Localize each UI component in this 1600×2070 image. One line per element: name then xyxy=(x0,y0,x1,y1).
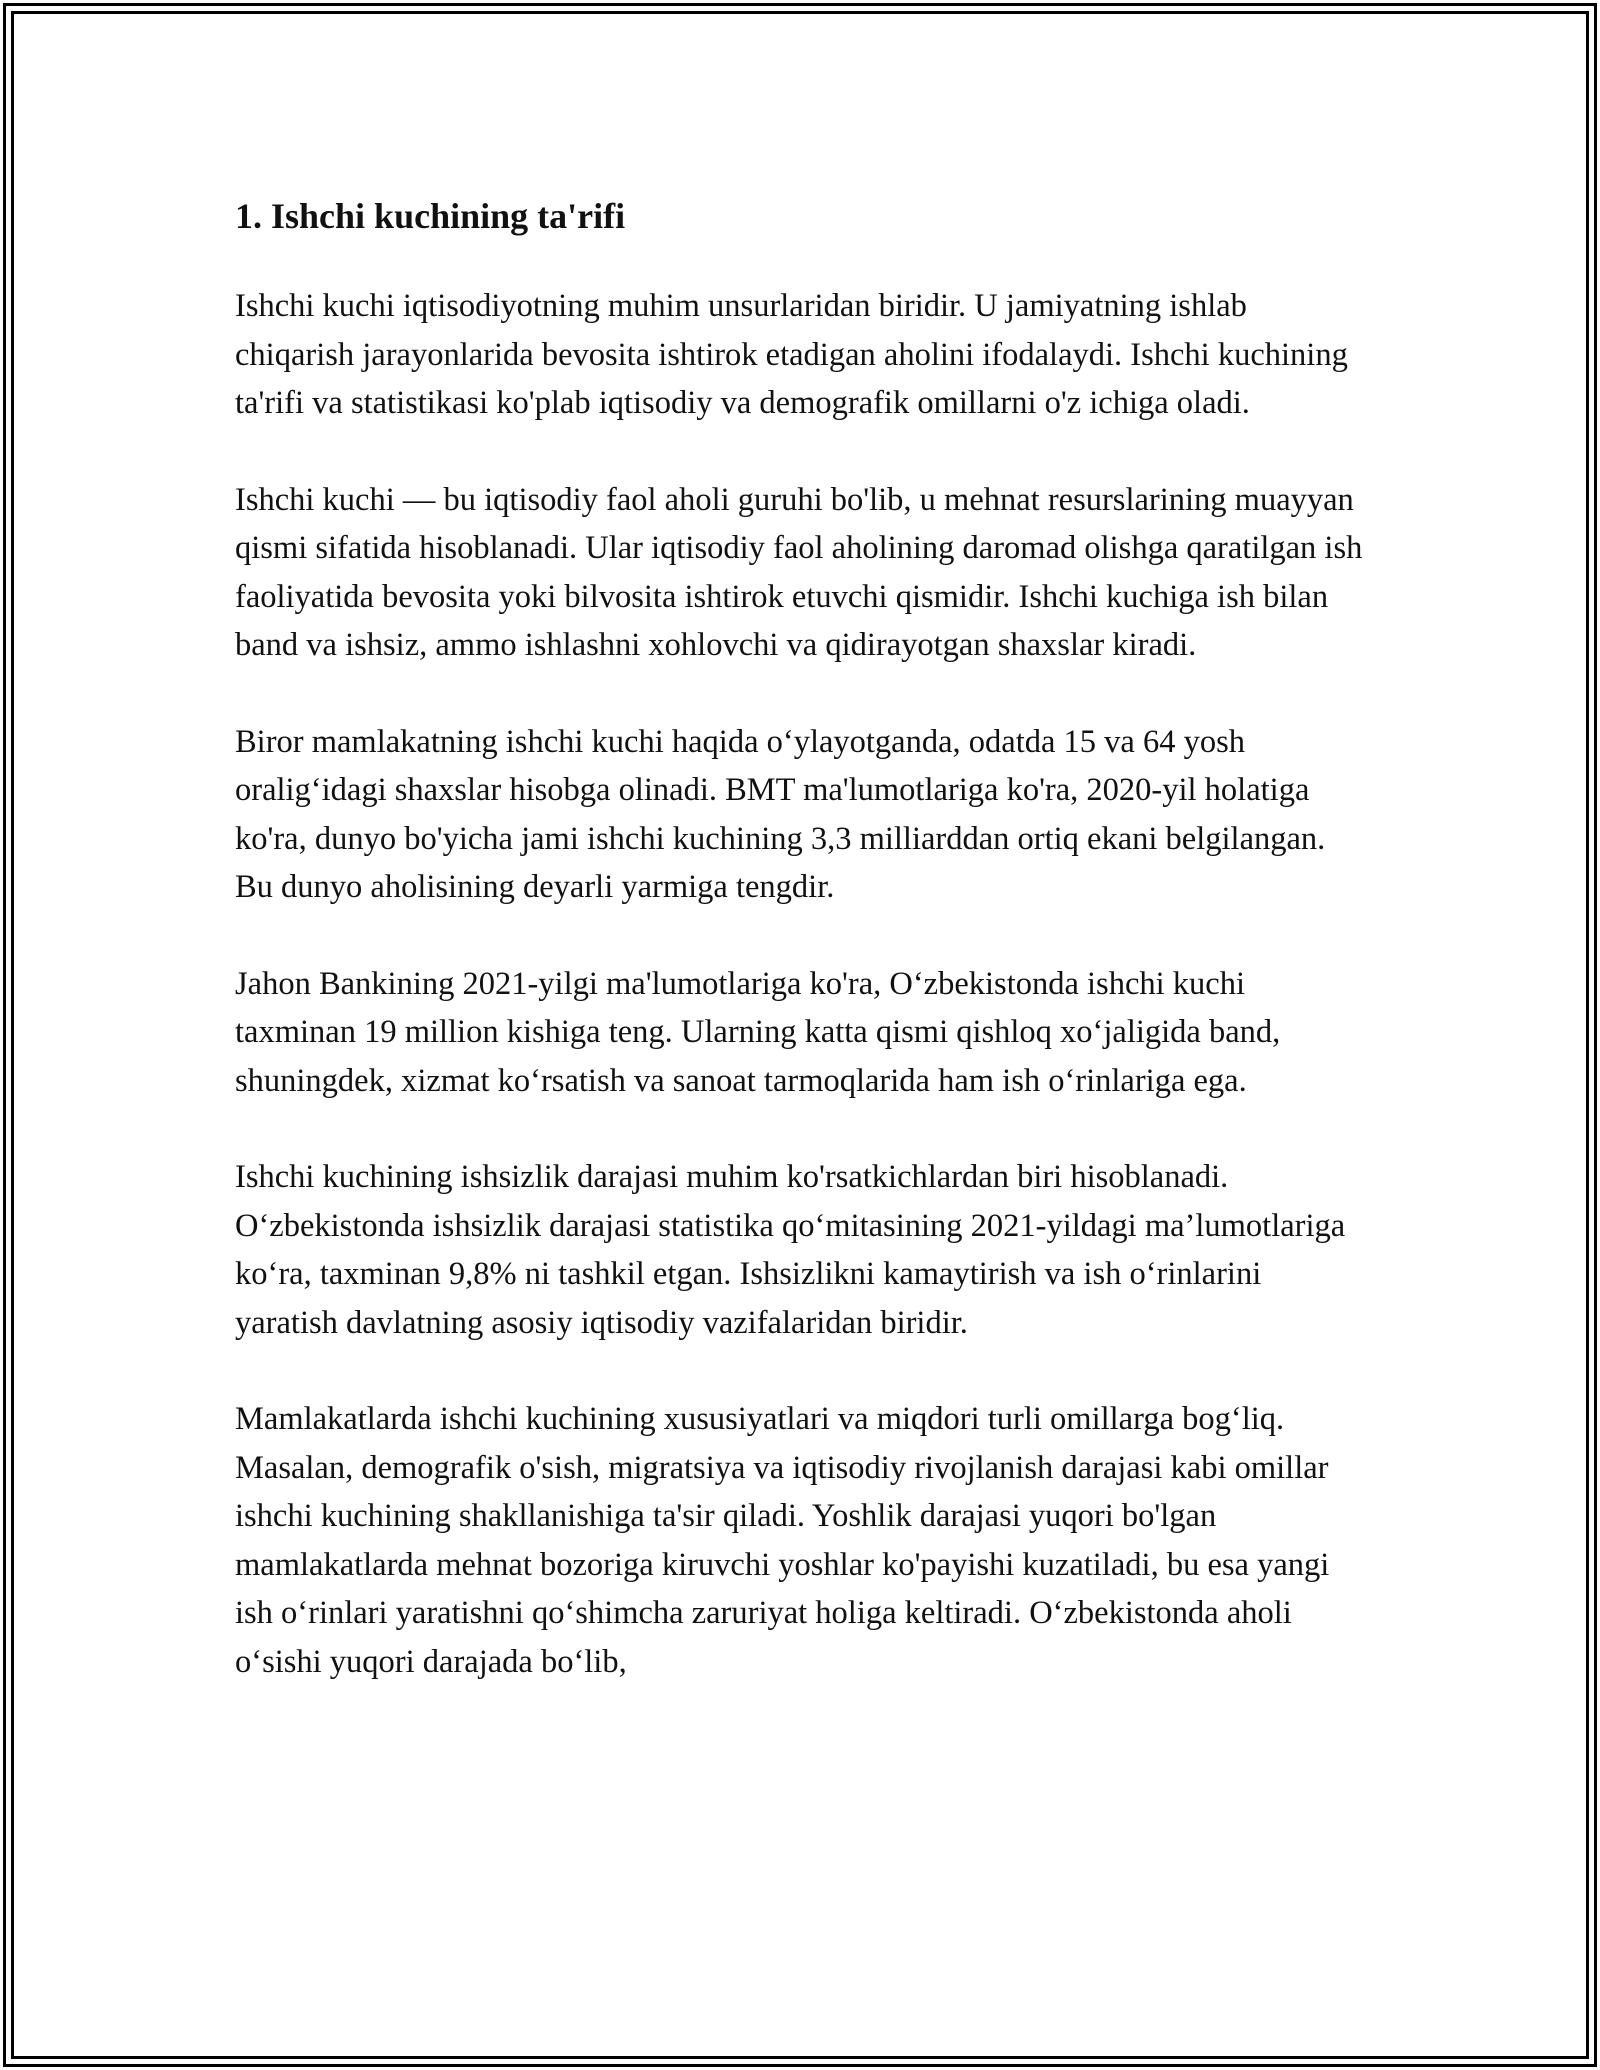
paragraph-2: Ishchi kuchi — bu iqtisodiy faol aholi guruhi bo'lib, u mehnat resurslarining muayyan qismi sifatida hisoblanadi. Ular iqtisodiy faol aholining daromad olishga qaratilgan ish faoliyatida bevosita yoki bilvosita ishtirok etuvchi qismidir. Ishchi kuchiga ish bilan band va ishsiz, ammo ishlashni xohlovchi va qidirayotgan shaxslar kiradi. xyxy=(235,481,1363,663)
paragraph-5: Ishchi kuchining ishsizlik darajasi muhim ko'rsatkichlardan biri hisoblanadi. O‘zbekistonda ishsizlik darajasi statistika qo‘mitasining 2021-yildagi ma’lumotlariga ko‘ra, taxminan 9,8% ni tashkil etgan. Ishsizlikni kamaytirish va ish o‘rinlarini yaratish davlatning asosiy iqtisodiy vazifalaridan biridir. xyxy=(235,1159,1346,1341)
paragraph-4: Jahon Bankining 2021-yilgi ma'lumotlariga ko'ra, O‘zbekistonda ishchi kuchi taxminan 19 million kishiga teng. Ularning katta qismi qishloq xo‘jaligida band, shuningdek, xizmat ko‘rsatish va sanoat tarmoqlarida ham ish o‘rinlariga ega. xyxy=(235,965,1281,1099)
paragraph-6: Mamlakatlarda ishchi kuchining xususiyatlari va miqdori turli omillarga bog‘liq. Masalan, demografik o'sish, migratsiya va iqtisodiy rivojlanish darajasi kabi omillar ishchi kuchining shakllanishiga ta'sir qiladi. Yoshlik darajasi yuqori bo'lgan mamlakatlarda mehnat bozoriga kiruvchi yoshlar ko'payishi kuzatiladi, bu esa yangi ish o‘rinlari yaratishni qo‘shimcha zaruriyat holiga keltiradi. O‘zbekistonda aholi o‘sishi yuqori darajada bo‘lib, xyxy=(235,1401,1330,1680)
paragraph-3: Biror mamlakatning ishchi kuchi haqida o‘ylayotganda, odatda 15 va 64 yosh oralig‘idagi shaxslar hisobga olinadi. BMT ma'lumotlariga ko'ra, 2020-yil holatiga ko'ra, dunyo bo'yicha jami ishchi kuchining 3,3 milliarddan ortiq ekani belgilangan. Bu dunyo aholisining deyarli yarmiga tengdir. xyxy=(235,723,1326,905)
document-body xyxy=(235,188,1370,1734)
section-heading: 1. Ishchi kuchining ta'rifi xyxy=(235,196,626,236)
paragraph-1: Ishchi kuchi iqtisodiyotning muhim unsurlaridan biridir. U jamiyatning ishlab chiqarish jarayonlarida bevosita ishtirok etadigan aholini ifodalaydi. Ishchi kuchining ta'rifi va statistikasi ko'plab iqtisodiy va demografik omillarni o'z ichiga oladi. xyxy=(235,288,1348,421)
